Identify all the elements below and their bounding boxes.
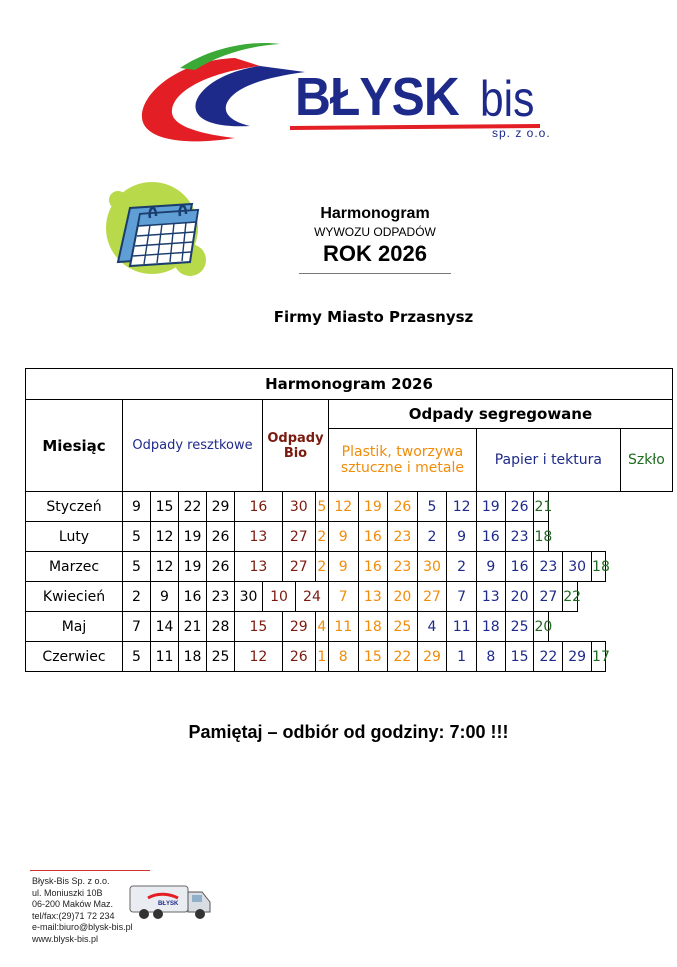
plastik-date-cell: 25 bbox=[388, 612, 418, 642]
papier-date-cell: 12 bbox=[447, 492, 477, 522]
month-cell: Luty bbox=[26, 522, 123, 552]
plastik-date-cell: 16 bbox=[358, 522, 388, 552]
plastik-header: Plastik, tworzywa sztuczne i metale bbox=[328, 429, 476, 492]
month-cell: Kwiecień bbox=[26, 582, 123, 612]
resztkowe-date-cell: 18 bbox=[179, 642, 207, 672]
resztkowe-date-cell: 12 bbox=[151, 552, 179, 582]
bio-date-cell: 15 bbox=[235, 612, 283, 642]
plastik-date-cell: 4 bbox=[315, 612, 328, 642]
footer-line: ul. Moniuszki 10B bbox=[32, 887, 103, 898]
footer-line: tel/fax:(29)71 72 234 bbox=[32, 910, 115, 921]
bio-date-cell: 10 bbox=[263, 582, 296, 612]
plastik-date-cell: 22 bbox=[388, 642, 418, 672]
szklo-date-cell: 18 bbox=[592, 552, 606, 582]
resztkowe-date-cell: 14 bbox=[151, 612, 179, 642]
month-header: Miesiąc bbox=[26, 400, 123, 492]
header-divider bbox=[299, 273, 451, 274]
papier-date-cell: 19 bbox=[476, 492, 505, 522]
szklo-date-cell: 17 bbox=[592, 642, 606, 672]
resztkowe-date-cell: 29 bbox=[207, 492, 235, 522]
resztkowe-date-cell: 5 bbox=[123, 642, 151, 672]
papier-date-cell: 7 bbox=[447, 582, 477, 612]
logo-word: BŁYSK bbox=[295, 67, 459, 127]
plastik-date-cell: 16 bbox=[358, 552, 388, 582]
plastik-date-cell: 2 bbox=[315, 552, 328, 582]
papier-date-cell: 4 bbox=[417, 612, 447, 642]
segregowane-header: Odpady segregowane bbox=[328, 400, 672, 429]
resztkowe-date-cell: 19 bbox=[179, 522, 207, 552]
plastik-date-cell: 11 bbox=[328, 612, 358, 642]
szklo-date-cell: 22 bbox=[563, 582, 577, 612]
papier-date-cell: 1 bbox=[447, 642, 477, 672]
garbage-truck-icon bbox=[128, 872, 216, 924]
resztkowe-date-cell: 5 bbox=[123, 552, 151, 582]
papier-date-cell: 9 bbox=[447, 522, 477, 552]
plastik-date-cell: 27 bbox=[417, 582, 447, 612]
plastik-date-cell: 5 bbox=[315, 492, 328, 522]
bio-date-cell: 27 bbox=[282, 552, 315, 582]
calendar-icon bbox=[100, 178, 210, 288]
resztkowe-date-cell: 7 bbox=[123, 612, 151, 642]
resztkowe-date-cell: 21 bbox=[179, 612, 207, 642]
table-row bbox=[26, 552, 673, 582]
plastik-date-cell: 18 bbox=[358, 612, 388, 642]
resztkowe-date-cell: 23 bbox=[207, 582, 235, 612]
plastik-date-cell: 1 bbox=[315, 642, 328, 672]
bio-date-cell: 13 bbox=[235, 522, 283, 552]
papier-date-cell: 26 bbox=[505, 492, 534, 522]
papier-date-cell: 27 bbox=[534, 582, 563, 612]
papier-date-cell: 20 bbox=[505, 582, 534, 612]
table-title: Harmonogram 2026 bbox=[26, 369, 673, 400]
papier-date-cell: 9 bbox=[476, 552, 505, 582]
resztkowe-date-cell: 22 bbox=[179, 492, 207, 522]
table-row bbox=[26, 522, 673, 552]
footer-email[interactable]: e-mail:biuro@blysk-bis.pl bbox=[32, 922, 133, 932]
papier-date-cell: 8 bbox=[476, 642, 505, 672]
resztkowe-date-cell: 26 bbox=[207, 522, 235, 552]
plastik-date-cell: 19 bbox=[358, 492, 388, 522]
resztkowe-date-cell: 30 bbox=[235, 582, 263, 612]
table-row bbox=[26, 582, 673, 612]
szklo-header: Szkło bbox=[620, 429, 672, 492]
logo-suffix: bis bbox=[480, 71, 535, 127]
bio-date-cell: 26 bbox=[282, 642, 315, 672]
szklo-date-cell: 21 bbox=[534, 492, 548, 522]
bio-date-cell: 29 bbox=[282, 612, 315, 642]
resztkowe-date-cell: 16 bbox=[179, 582, 207, 612]
szklo-date-cell: 18 bbox=[534, 522, 548, 552]
resztkowe-header: Odpady resztkowe bbox=[123, 400, 263, 492]
company-logo bbox=[140, 38, 560, 153]
bio-date-cell: 27 bbox=[282, 522, 315, 552]
header-subtitle: WYWOZU ODPADÓW bbox=[314, 225, 436, 239]
papier-date-cell: 2 bbox=[447, 552, 477, 582]
plastik-date-cell: 30 bbox=[417, 552, 447, 582]
table-row bbox=[26, 642, 673, 672]
bio-header: Odpady Bio bbox=[263, 400, 329, 492]
resztkowe-date-cell: 12 bbox=[151, 522, 179, 552]
header-title: Harmonogram bbox=[320, 205, 430, 222]
papier-date-cell: 23 bbox=[505, 522, 534, 552]
month-cell: Czerwiec bbox=[26, 642, 123, 672]
resztkowe-date-cell: 28 bbox=[207, 612, 235, 642]
resztkowe-date-cell: 5 bbox=[123, 522, 151, 552]
footer-line: Błysk-Bis Sp. z o.o. bbox=[32, 876, 110, 886]
papier-date-cell: 29 bbox=[563, 642, 592, 672]
plastik-date-cell: 8 bbox=[328, 642, 358, 672]
plastik-date-cell: 20 bbox=[388, 582, 418, 612]
bio-date-cell: 13 bbox=[235, 552, 283, 582]
footer-divider bbox=[30, 870, 150, 871]
bio-date-cell: 30 bbox=[282, 492, 315, 522]
header-year: ROK 2026 bbox=[323, 241, 427, 266]
resztkowe-date-cell: 9 bbox=[151, 582, 179, 612]
table-row bbox=[26, 612, 673, 642]
month-cell: Styczeń bbox=[26, 492, 123, 522]
resztkowe-date-cell: 26 bbox=[207, 552, 235, 582]
footer-line: 06-200 Maków Maz. bbox=[32, 899, 114, 909]
papier-date-cell: 5 bbox=[417, 492, 447, 522]
papier-header: Papier i tektura bbox=[476, 429, 620, 492]
papier-date-cell: 16 bbox=[505, 552, 534, 582]
schedule-header bbox=[270, 205, 480, 274]
bio-date-cell: 16 bbox=[235, 492, 283, 522]
resztkowe-date-cell: 19 bbox=[179, 552, 207, 582]
logo-subtitle: sp. z o.o. bbox=[492, 126, 551, 140]
plastik-date-cell: 2 bbox=[315, 522, 328, 552]
footer-website[interactable]: www.blysk-bis.pl bbox=[32, 933, 99, 944]
plastik-date-cell: 23 bbox=[388, 552, 418, 582]
month-cell: Marzec bbox=[26, 552, 123, 582]
plastik-date-cell: 29 bbox=[417, 642, 447, 672]
plastik-date-cell: 9 bbox=[328, 552, 358, 582]
plastik-date-cell: 9 bbox=[328, 522, 358, 552]
plastik-date-cell: 7 bbox=[328, 582, 358, 612]
plastik-date-cell: 12 bbox=[328, 492, 358, 522]
papier-date-cell: 15 bbox=[505, 642, 534, 672]
bio-date-cell: 12 bbox=[235, 642, 283, 672]
plastik-date-cell: 15 bbox=[358, 642, 388, 672]
truck-logo-text: BŁYSK bbox=[158, 901, 179, 907]
papier-date-cell: 23 bbox=[534, 552, 563, 582]
papier-date-cell: 25 bbox=[505, 612, 534, 642]
month-cell: Maj bbox=[26, 612, 123, 642]
plastik-date-cell: 23 bbox=[388, 522, 418, 552]
schedule-table bbox=[25, 368, 673, 672]
resztkowe-date-cell: 11 bbox=[151, 642, 179, 672]
papier-date-cell: 13 bbox=[476, 582, 505, 612]
plastik-date-cell: 26 bbox=[388, 492, 418, 522]
papier-date-cell: 11 bbox=[447, 612, 477, 642]
resztkowe-date-cell: 25 bbox=[207, 642, 235, 672]
footer-contact bbox=[32, 876, 133, 945]
resztkowe-date-cell: 15 bbox=[151, 492, 179, 522]
reminder-text: Pamiętaj – odbiór od godziny: 7:00 !!! bbox=[188, 722, 509, 742]
papier-date-cell: 2 bbox=[417, 522, 447, 552]
company-name: Firmy Miasto Przasnysz bbox=[273, 308, 474, 326]
bio-date-cell: 24 bbox=[295, 582, 328, 612]
papier-date-cell: 18 bbox=[476, 612, 505, 642]
table-row bbox=[26, 492, 673, 522]
papier-date-cell: 30 bbox=[563, 552, 592, 582]
resztkowe-date-cell: 9 bbox=[123, 492, 151, 522]
plastik-date-cell: 13 bbox=[358, 582, 388, 612]
resztkowe-date-cell: 2 bbox=[123, 582, 151, 612]
papier-date-cell: 16 bbox=[476, 522, 505, 552]
papier-date-cell: 22 bbox=[534, 642, 563, 672]
szklo-date-cell: 20 bbox=[534, 612, 548, 642]
